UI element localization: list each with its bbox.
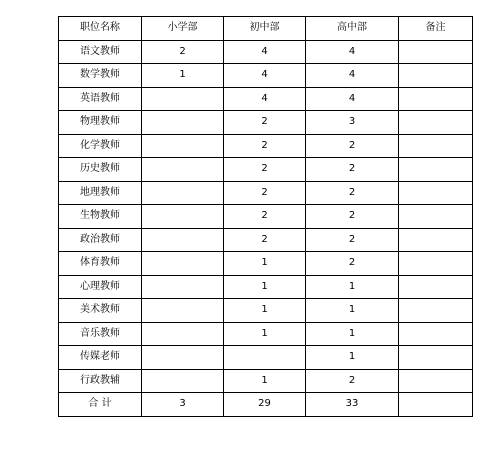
header-primary: 小学部 — [142, 17, 224, 41]
header-middle: 初中部 — [224, 17, 306, 41]
cell-remarks — [399, 346, 473, 370]
cell-position: 数学教师 — [59, 64, 142, 88]
table-row — [59, 299, 473, 323]
cell-high: 2 — [306, 369, 399, 393]
cell-high: 1 — [306, 322, 399, 346]
cell-remarks — [399, 40, 473, 64]
cell-middle: 1 — [224, 322, 306, 346]
table-row — [59, 346, 473, 370]
cell-high: 2 — [306, 181, 399, 205]
cell-middle: 4 — [224, 40, 306, 64]
cell-position: 生物教师 — [59, 205, 142, 229]
cell-remarks — [399, 369, 473, 393]
table-row — [59, 369, 473, 393]
cell-position: 音乐教师 — [59, 322, 142, 346]
cell-middle — [224, 346, 306, 370]
cell-remarks — [399, 322, 473, 346]
header-high: 高中部 — [306, 17, 399, 41]
cell-middle: 2 — [224, 111, 306, 135]
cell-position: 行政教辅 — [59, 369, 142, 393]
table-row — [59, 87, 473, 111]
cell-primary — [142, 322, 224, 346]
cell-high: 3 — [306, 111, 399, 135]
cell-position: 物理教师 — [59, 111, 142, 135]
table-row — [59, 252, 473, 276]
cell-middle: 4 — [224, 87, 306, 111]
staffing-table — [58, 16, 473, 417]
cell-remarks — [399, 134, 473, 158]
cell-position: 心理教师 — [59, 275, 142, 299]
cell-remarks — [399, 111, 473, 135]
cell-primary — [142, 252, 224, 276]
table-row — [59, 181, 473, 205]
cell-remarks — [399, 252, 473, 276]
table-row — [59, 64, 473, 88]
cell-remarks — [399, 275, 473, 299]
cell-middle: 2 — [224, 205, 306, 229]
cell-high: 2 — [306, 158, 399, 182]
cell-middle: 4 — [224, 64, 306, 88]
cell-primary — [142, 228, 224, 252]
table-row — [59, 40, 473, 64]
cell-middle: 1 — [224, 369, 306, 393]
cell-middle: 1 — [224, 299, 306, 323]
cell-remarks — [399, 205, 473, 229]
table-row — [59, 134, 473, 158]
cell-position: 体育教师 — [59, 252, 142, 276]
cell-high: 1 — [306, 275, 399, 299]
cell-middle: 29 — [224, 393, 306, 417]
cell-middle: 2 — [224, 228, 306, 252]
cell-high: 33 — [306, 393, 399, 417]
cell-primary — [142, 181, 224, 205]
table-row — [59, 322, 473, 346]
cell-high: 1 — [306, 299, 399, 323]
cell-remarks — [399, 87, 473, 111]
cell-position: 美术教师 — [59, 299, 142, 323]
cell-primary: 2 — [142, 40, 224, 64]
cell-position: 传媒老师 — [59, 346, 142, 370]
cell-position: 地理教师 — [59, 181, 142, 205]
cell-middle: 2 — [224, 134, 306, 158]
cell-position: 历史教师 — [59, 158, 142, 182]
cell-remarks — [399, 158, 473, 182]
cell-high: 2 — [306, 228, 399, 252]
cell-primary: 1 — [142, 64, 224, 88]
cell-primary: 3 — [142, 393, 224, 417]
cell-position: 政治教师 — [59, 228, 142, 252]
cell-high: 2 — [306, 252, 399, 276]
cell-primary — [142, 87, 224, 111]
table-row — [59, 205, 473, 229]
cell-primary — [142, 134, 224, 158]
cell-high: 2 — [306, 205, 399, 229]
cell-primary — [142, 299, 224, 323]
table-row — [59, 111, 473, 135]
cell-middle: 1 — [224, 275, 306, 299]
cell-primary — [142, 275, 224, 299]
cell-high: 4 — [306, 40, 399, 64]
cell-remarks — [399, 181, 473, 205]
cell-remarks — [399, 393, 473, 417]
header-position: 职位名称 — [59, 17, 142, 41]
cell-primary — [142, 369, 224, 393]
cell-primary — [142, 205, 224, 229]
cell-primary — [142, 346, 224, 370]
cell-high: 4 — [306, 87, 399, 111]
cell-remarks — [399, 299, 473, 323]
table-row — [59, 158, 473, 182]
cell-high: 4 — [306, 64, 399, 88]
table-row — [59, 275, 473, 299]
cell-position: 合 计 — [59, 393, 142, 417]
table-row — [59, 228, 473, 252]
cell-high: 2 — [306, 134, 399, 158]
cell-primary — [142, 111, 224, 135]
header-remarks: 备注 — [399, 17, 473, 41]
cell-middle: 1 — [224, 252, 306, 276]
cell-position: 语文教师 — [59, 40, 142, 64]
cell-remarks — [399, 228, 473, 252]
cell-remarks — [399, 64, 473, 88]
cell-high: 1 — [306, 346, 399, 370]
cell-primary — [142, 158, 224, 182]
cell-position: 化学教师 — [59, 134, 142, 158]
table-header-row — [59, 17, 473, 41]
cell-middle: 2 — [224, 158, 306, 182]
cell-position: 英语教师 — [59, 87, 142, 111]
table-total-row — [59, 393, 473, 417]
cell-middle: 2 — [224, 181, 306, 205]
